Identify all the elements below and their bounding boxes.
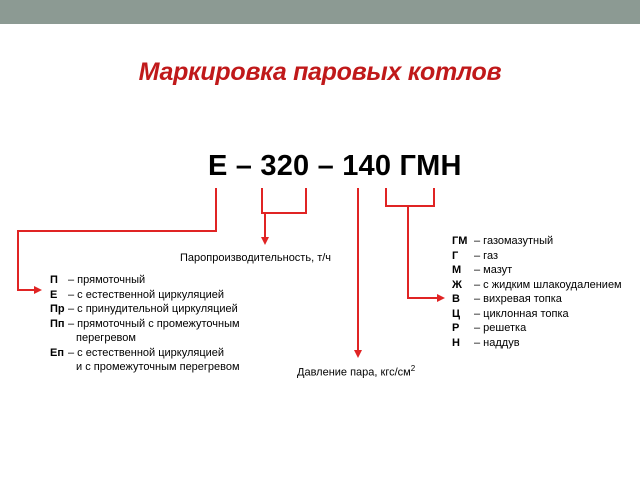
fuel-code-item — [452, 278, 622, 293]
fuel-code-item — [452, 336, 622, 351]
fuel-code-key: Г — [452, 249, 459, 262]
capacity-bracket — [262, 188, 306, 213]
fuel-code-item — [452, 263, 622, 278]
fuel-code-key: ГМ — [452, 235, 468, 247]
fuel-code-key: Н — [452, 336, 460, 349]
boiler-type-key: Еп — [50, 346, 64, 359]
boiler-type-list — [50, 273, 240, 375]
boiler-type-item — [50, 360, 240, 375]
slide-title: Маркировка паровых котлов — [138, 58, 502, 86]
fuel-code-text: – решетка — [474, 322, 527, 334]
boiler-type-item — [50, 317, 240, 332]
fuel-code-item — [452, 234, 622, 249]
boiler-code: Е – 320 – 140 ГМН — [208, 150, 462, 182]
boiler-type-key: Пп — [50, 317, 65, 330]
fuel-code-item — [452, 321, 622, 336]
fuel-code-key: Ж — [452, 278, 462, 291]
boiler-type-text: – с принудительной циркуляцией — [68, 303, 238, 315]
fuel-code-text: – мазут — [474, 264, 513, 276]
fuel-code-text: – наддув — [474, 336, 520, 349]
fuel-code-key: Р — [452, 322, 460, 334]
boiler-type-item — [50, 331, 240, 346]
fuel-code-item — [452, 292, 622, 307]
fuel-code-text: – вихревая топка — [474, 293, 562, 305]
boiler-type-text: и с промежуточным перегревом — [76, 361, 240, 373]
pressure-label: Давление пара, кгс/$см^2$ — [297, 364, 416, 379]
steam-capacity-label: Паропроизводительность, т/ч — [180, 252, 332, 264]
fuel-code-text: – циклонная топка — [474, 307, 569, 320]
fuel-code-key: Ц — [452, 307, 461, 320]
fuel-code-list — [452, 234, 622, 350]
fuel-code-key: М — [452, 264, 462, 276]
boiler-type-text: – с естественной циркуляцией — [68, 346, 225, 359]
fuel-bracket — [386, 188, 434, 206]
boiler-type-text: перегревом — [76, 332, 136, 344]
fuel-code-item — [452, 249, 622, 264]
boiler-type-item — [50, 288, 240, 303]
fuel-connector — [408, 206, 441, 298]
boiler-type-text: – прямоточный — [68, 274, 146, 286]
boiler-type-key: П — [50, 274, 58, 286]
boiler-type-key: Е — [50, 288, 58, 301]
fuel-code-text: – газ — [474, 249, 498, 262]
boiler-type-item — [50, 346, 240, 361]
boiler-type-key: Пр — [50, 303, 65, 315]
boiler-type-item — [50, 273, 240, 288]
boiler-type-text: – с естественной циркуляцией — [68, 288, 225, 301]
boiler-type-text: – прямоточный с промежуточным — [68, 317, 240, 330]
boiler-type-item — [50, 302, 240, 317]
fuel-code-item — [452, 307, 622, 322]
fuel-code-key: В — [452, 293, 460, 305]
fuel-code-text: – газомазутный — [474, 235, 554, 247]
fuel-code-text: – с жидким шлакоудалением — [474, 278, 622, 291]
